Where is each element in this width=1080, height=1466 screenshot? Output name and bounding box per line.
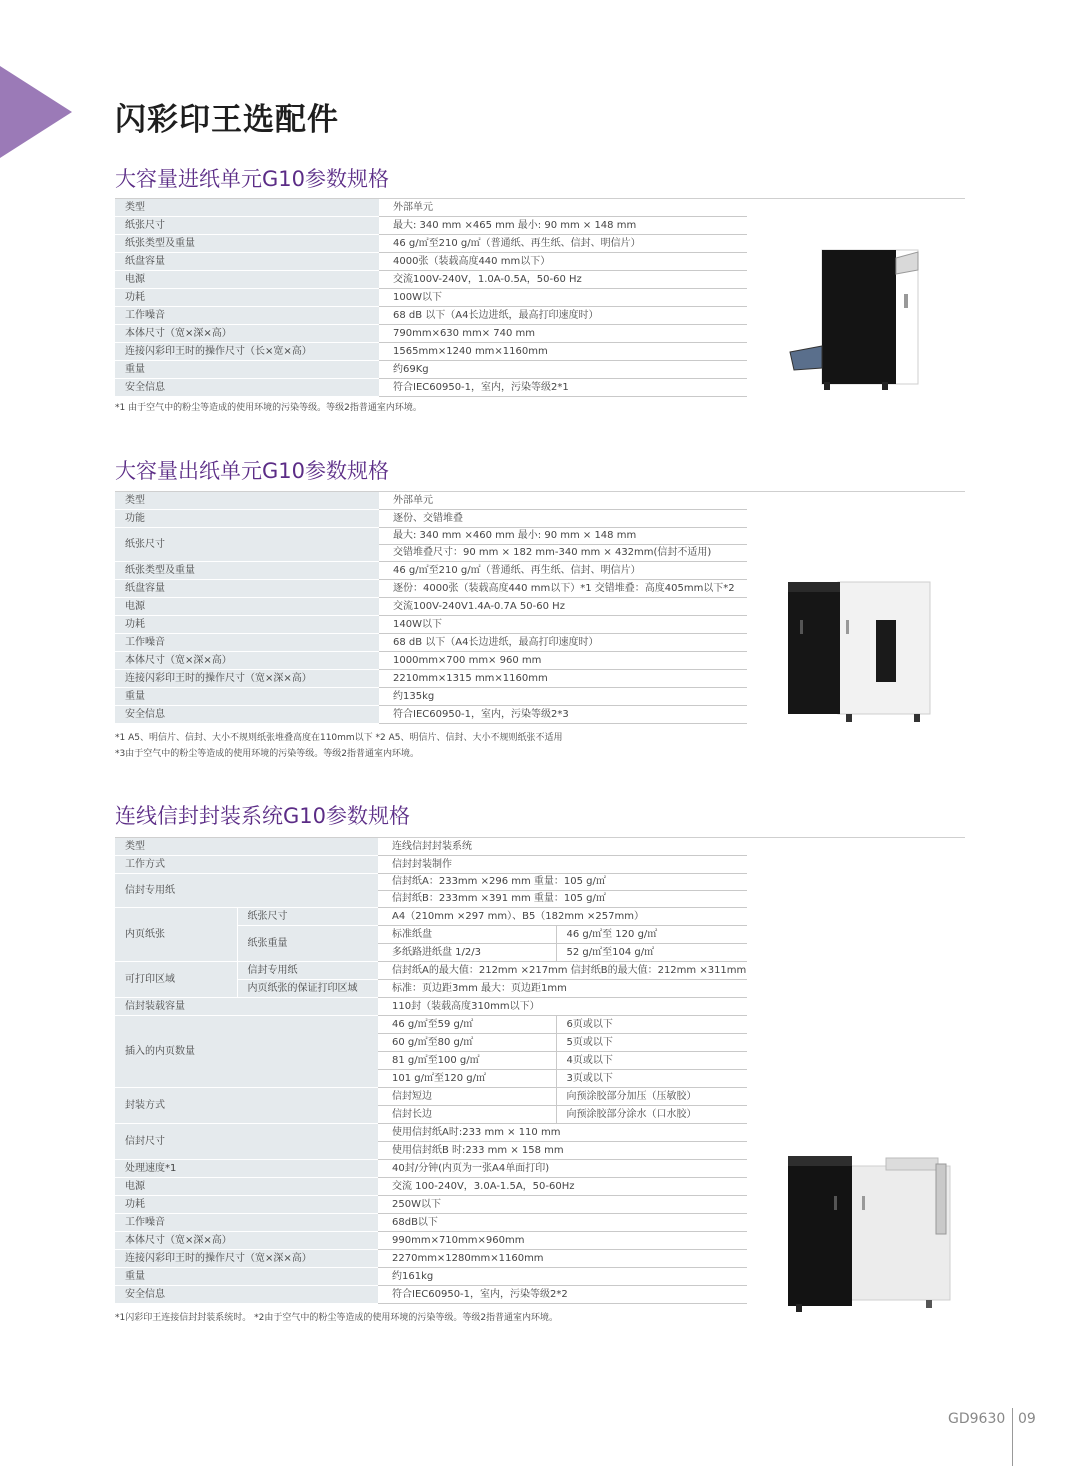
table-row [115,1160,747,1178]
table-row [115,325,747,343]
table-row: 信封专用纸 信封纸A：233mm ×296 mm 重量：105 g/㎡ [115,874,747,891]
row-value: 最大: 340 mm ×465 mm 最小: 90 mm × 148 mm [379,217,747,235]
row-value: 约161kg [378,1268,747,1286]
table-row: 插入的内页数量 46 g/㎡至59 g/㎡ 6页或以下 [115,1016,747,1034]
section-title-feeder: 大容量进纸单元G10参数规格 [115,167,389,191]
table-row: 信封装载容量 110封（装载高度310mm以下） [115,998,747,1016]
table-row [115,580,747,598]
table-row: 封装方式 信封短边 向预涂胶部分加压（压敏胶） [115,1088,747,1106]
row-label: 安全信息 [115,706,379,724]
row-label: 功能 [115,510,379,528]
table-row [115,217,747,235]
table-row [115,562,747,580]
feeder-footnote: *1 由于空气中的粉尘等造成的使用环境的污染等级。等级2指普通室内环境。 [115,403,422,413]
row-value: 交错堆叠尺寸：90 mm × 182 mm-340 mm × 432mm(信封不适用) [379,545,747,562]
row-value: 40封/分钟(内页为一张A4单面打印) [378,1160,747,1178]
row-value: 符合IEC60950-1，室内，污染等级2*1 [379,379,747,397]
table-row: 可打印区域 信封专用纸 信封纸A的最大值：212mm ×217mm 信封纸B的最大值：212mm ×311mm [115,962,747,980]
row-label: 功耗 [115,616,379,634]
row-label: 纸张类型及重量 [115,235,379,253]
row-value: 46 g/㎡至210 g/㎡（普通纸、再生纸、信封、明信片） [379,235,747,253]
row-value: 外部单元 [379,199,747,217]
envelope-spec-table [115,838,747,1304]
table-row [115,706,747,724]
table-row [115,652,747,670]
row-label: 重量 [115,688,379,706]
row-label: 连接闪彩印王时的操作尺寸（宽×深×高） [115,670,379,688]
row-label: 纸张尺寸 [115,217,379,235]
row-value: 1565mm×1240 mm×1160mm [379,343,747,361]
accent-triangle [0,66,72,158]
row-value: 交流100V-240V，1.0A-0.5A，50-60 Hz [379,271,747,289]
row-label: 纸张类型及重量 [115,562,379,580]
table-row [115,1250,747,1268]
row-value: 符合IEC60950-1，室内，污染等级2*2 [378,1286,747,1304]
row-label: 安全信息 [115,1286,378,1304]
row-label: 连接闪彩印王时的操作尺寸（长×宽×高） [115,343,379,361]
row-label: 连接闪彩印王时的操作尺寸（宽×深×高） [115,1250,378,1268]
table-row [115,1232,747,1250]
table-row: 类型 连线信封封装系统 [115,838,747,856]
row-value: 250W以下 [378,1196,747,1214]
table-row: 内页纸张 纸张尺寸 A4（210mm ×297 mm）、B5（182mm ×257mm） [115,908,747,926]
footer-page-number: 09 [1018,1411,1036,1427]
row-value: 68dB以下 [378,1214,747,1232]
table-row [115,598,747,616]
row-value: 约69Kg [379,361,747,379]
row-value: 68 dB 以下（A4长边进纸，最高打印速度时） [379,634,747,652]
table-row [115,528,747,545]
row-value: 68 dB 以下（A4长边进纸，最高打印速度时） [379,307,747,325]
envelope-footnote: *1闪彩印王连接信封封装系统时。 *2由于空气中的粉尘等造成的使用环境的污染等级。等级2指普通室内环境。 [115,1313,559,1323]
row-label: 安全信息 [115,379,379,397]
footer-model: GD9630 [948,1411,1006,1427]
row-label: 功耗 [115,289,379,307]
section-title-stacker: 大容量出纸单元G10参数规格 [115,459,389,483]
table-row: 81 g/㎡至100 g/㎡ 4页或以下 [115,1052,747,1070]
row-value: 4000张（装载高度440 mm以下） [379,253,747,271]
table-row [115,1286,747,1304]
table-row: 信封长边 向预涂胶部分涂水（口水胶） [115,1106,747,1124]
row-value: 790mm×630 mm× 740 mm [379,325,747,343]
row-label: 本体尺寸（宽×深×高） [115,652,379,670]
row-value: 外部单元 [379,492,747,510]
table-row [115,307,747,325]
envelope-unit-image [786,1152,952,1314]
row-label: 纸盘容量 [115,580,379,598]
row-value: 1000mm×700 mm× 960 mm [379,652,747,670]
row-label: 电源 [115,1178,378,1196]
row-label: 处理速度*1 [115,1160,378,1178]
table-row [115,634,747,652]
row-label: 功耗 [115,1196,378,1214]
row-value: 交流 100-240V，3.0A-1.5A，50-60Hz [378,1178,747,1196]
table-row: 使用信封纸B 时:233 mm × 158 mm [115,1142,747,1160]
table-row: 内页纸张的保证打印区域 标准：页边距3mm 最大：页边距1mm [115,980,747,998]
table-row: 多纸路进纸盘 1/2/3 52 g/㎡至104 g/㎡ [115,944,747,962]
table-row: 101 g/㎡至120 g/㎡ 3页或以下 [115,1070,747,1088]
row-value: 约135kg [379,688,747,706]
page-title: 闪彩印王选配件 [115,102,339,138]
table-row [115,271,747,289]
table-row [115,343,747,361]
table-row [115,1178,747,1196]
row-value: 2270mm×1280mm×1160mm [378,1250,747,1268]
row-value: 100W以下 [379,289,747,307]
feeder-spec-table [115,199,747,397]
row-label: 纸盘容量 [115,253,379,271]
table-row [115,289,747,307]
row-value: 2210mm×1315 mm×1160mm [379,670,747,688]
stacker-unit-image [786,580,934,724]
table-row: 60 g/㎡至80 g/㎡ 5页或以下 [115,1034,747,1052]
stacker-footnote-1: *1 A5、明信片、信封、大小不规则纸张堆叠高度在110mm以下 *2 A5、明信片、信封、大小不规则纸张不适用 [115,733,563,743]
stacker-footnote-2: *3由于空气中的粉尘等造成的使用环境的污染等级。等级2指普通室内环境。 [115,749,419,759]
row-label: 本体尺寸（宽×深×高） [115,1232,378,1250]
section-title-envelope: 连线信封封装系统G10参数规格 [115,804,410,828]
row-label: 工作噪音 [115,307,379,325]
row-value: 逐份：4000张（装载高度440 mm以下）*1 交错堆叠：高度405mm以下*2 [379,580,747,598]
row-label: 类型 [115,492,379,510]
row-label: 重量 [115,1268,378,1286]
row-label: 电源 [115,271,379,289]
row-label: 工作噪音 [115,634,379,652]
table-row [115,361,747,379]
row-label: 重量 [115,361,379,379]
row-value: 990mm×710mm×960mm [378,1232,747,1250]
table-row [115,1268,747,1286]
row-label: 工作噪音 [115,1214,378,1232]
table-row [115,510,747,528]
row-value: 符合IEC60950-1，室内，污染等级2*3 [379,706,747,724]
table-row [115,1196,747,1214]
table-row [115,199,747,217]
row-value: 交流100V-240V1.4A-0.7A 50-60 Hz [379,598,747,616]
row-label: 本体尺寸（宽×深×高） [115,325,379,343]
row-value: 逐份、交错堆叠 [379,510,747,528]
row-label: 类型 [115,199,379,217]
feeder-unit-image [786,244,922,394]
table-row [115,492,747,510]
table-row: 工作方式 信封封装制作 [115,856,747,874]
row-value: 140W以下 [379,616,747,634]
row-value: 46 g/㎡至210 g/㎡（普通纸、再生纸、信封、明信片） [379,562,747,580]
table-row: 信封尺寸 使用信封纸A时:233 mm × 110 mm [115,1124,747,1142]
row-label: 纸张尺寸 [115,528,379,562]
table-row [115,616,747,634]
table-row [115,379,747,397]
table-row [115,1214,747,1232]
table-row [115,253,747,271]
footer-divider [1012,1408,1013,1466]
table-row [115,235,747,253]
table-row [115,670,747,688]
table-row: 信封纸B：233mm ×391 mm 重量：105 g/㎡ [115,891,747,908]
row-label: 电源 [115,598,379,616]
table-row: 纸张重量 标准纸盘 46 g/㎡至 120 g/㎡ [115,926,747,944]
table-row [115,688,747,706]
stacker-spec-table [115,492,747,724]
row-value: 最大: 340 mm ×460 mm 最小: 90 mm × 148 mm [379,528,747,545]
